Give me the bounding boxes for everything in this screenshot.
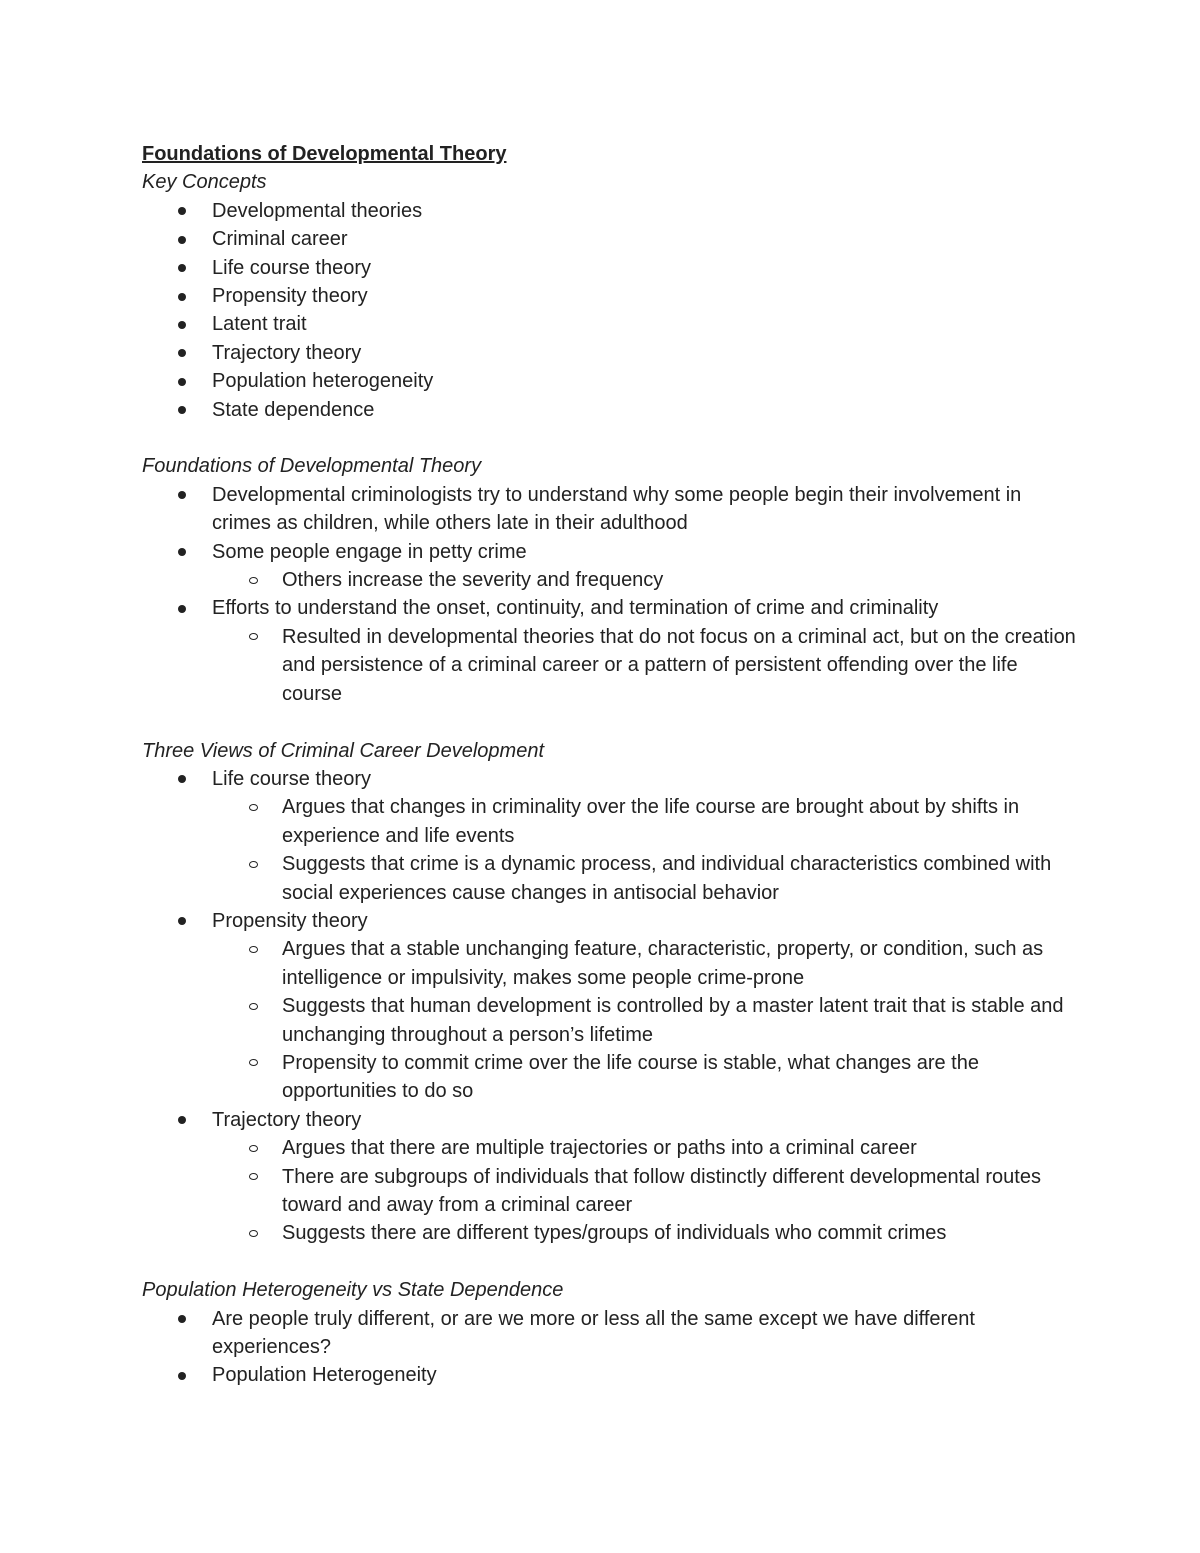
list-item: Are people truly different, or are we more or less all the same except we have different experiences? <box>142 1305 1082 1362</box>
list-item: Efforts to understand the onset, continuity, and termination of crime and criminality Resulted in developmental theories that do not focus on a criminal act, but on the creation and persistence of a criminal career or a pattern of persistent offending over the life course <box>142 594 1082 708</box>
three-views-list <box>142 765 1082 1248</box>
list-item: Life course theory Argues that changes in criminality over the life course are brought about by shifts in experience and life events Suggests that crime is a dynamic process, and individual characteristics combined with social experiences cause changes in antisocial behavior <box>142 765 1082 907</box>
document-page <box>142 140 1082 1390</box>
list-item: Some people engage in petty crime Others increase the severity and frequency <box>142 538 1082 595</box>
list-item: Trajectory theory Argues that there are multiple trajectories or paths into a criminal career There are subgroups of individuals that follow distinctly different developmental routes toward and away from a criminal career Suggests there are different types/groups of individuals who commit crimes <box>142 1106 1082 1248</box>
list-item: Trajectory theory <box>142 339 1082 367</box>
sub-list-item: Argues that there are multiple trajectories or paths into a criminal career <box>212 1134 1082 1162</box>
heterogeneity-heading: Population Heterogeneity vs State Dependence <box>142 1279 564 1302</box>
sub-list <box>212 1134 1082 1248</box>
foundations-heading: Foundations of Developmental Theory <box>142 455 482 478</box>
list-item: Population heterogeneity <box>142 367 1082 395</box>
list-item: Criminal career <box>142 225 1082 253</box>
list-item: Latent trait <box>142 310 1082 338</box>
spacer <box>142 1248 1082 1276</box>
key-concepts-heading: Key Concepts <box>142 171 267 194</box>
spacer <box>142 708 1082 736</box>
sub-list-item: Suggests that crime is a dynamic process, and individual characteristics combined with social experiences cause changes in antisocial behavior <box>212 850 1082 907</box>
sub-list-item: Argues that changes in criminality over the life course are brought about by shifts in experience and life events <box>212 793 1082 850</box>
sub-list <box>212 566 1082 594</box>
list-item: Propensity theory Argues that a stable unchanging feature, characteristic, property, or condition, such as intelligence or impulsivity, makes some people crime-prone Suggests that human development is controlled by a master latent trait that is stable and unchanging throughout a person’s lifetime Propensity to commit crime over the life course is stable, what changes are the opportunities to do so <box>142 907 1082 1106</box>
sub-list-item: Suggests that human development is controlled by a master latent trait that is stable and unchanging throughout a person’s lifetime <box>212 992 1082 1049</box>
sub-list-item: Others increase the severity and frequency <box>212 566 1082 594</box>
document-title: Foundations of Developmental Theory <box>142 143 507 165</box>
sub-list-item: Suggests there are different types/groups of individuals who commit crimes <box>212 1219 1082 1247</box>
spacer <box>142 424 1082 452</box>
sub-list <box>212 623 1082 708</box>
heterogeneity-list <box>142 1305 1082 1390</box>
sub-list <box>212 793 1082 907</box>
list-item: Developmental criminologists try to understand why some people begin their involvement in crimes as children, while others late in their adulthood <box>142 481 1082 538</box>
three-views-heading: Three Views of Criminal Career Development <box>142 739 545 762</box>
sub-list-item: Resulted in developmental theories that do not focus on a criminal act, but on the creation and persistence of a criminal career or a pattern of persistent offending over the life course <box>212 623 1082 708</box>
list-item: State dependence <box>142 396 1082 424</box>
sub-list-item: Argues that a stable unchanging feature, characteristic, property, or condition, such as intelligence or impulsivity, makes some people crime-prone <box>212 935 1082 992</box>
list-item: Population Heterogeneity <box>142 1361 1082 1389</box>
sub-list-item: There are subgroups of individuals that follow distinctly different developmental routes toward and away from a criminal career <box>212 1163 1082 1220</box>
key-concepts-list <box>142 197 1082 424</box>
list-item: Developmental theories <box>142 197 1082 225</box>
foundations-list <box>142 481 1082 708</box>
sub-list-item: Propensity to commit crime over the life course is stable, what changes are the opportunities to do so <box>212 1049 1082 1106</box>
list-item: Propensity theory <box>142 282 1082 310</box>
list-item: Life course theory <box>142 254 1082 282</box>
sub-list <box>212 935 1082 1105</box>
